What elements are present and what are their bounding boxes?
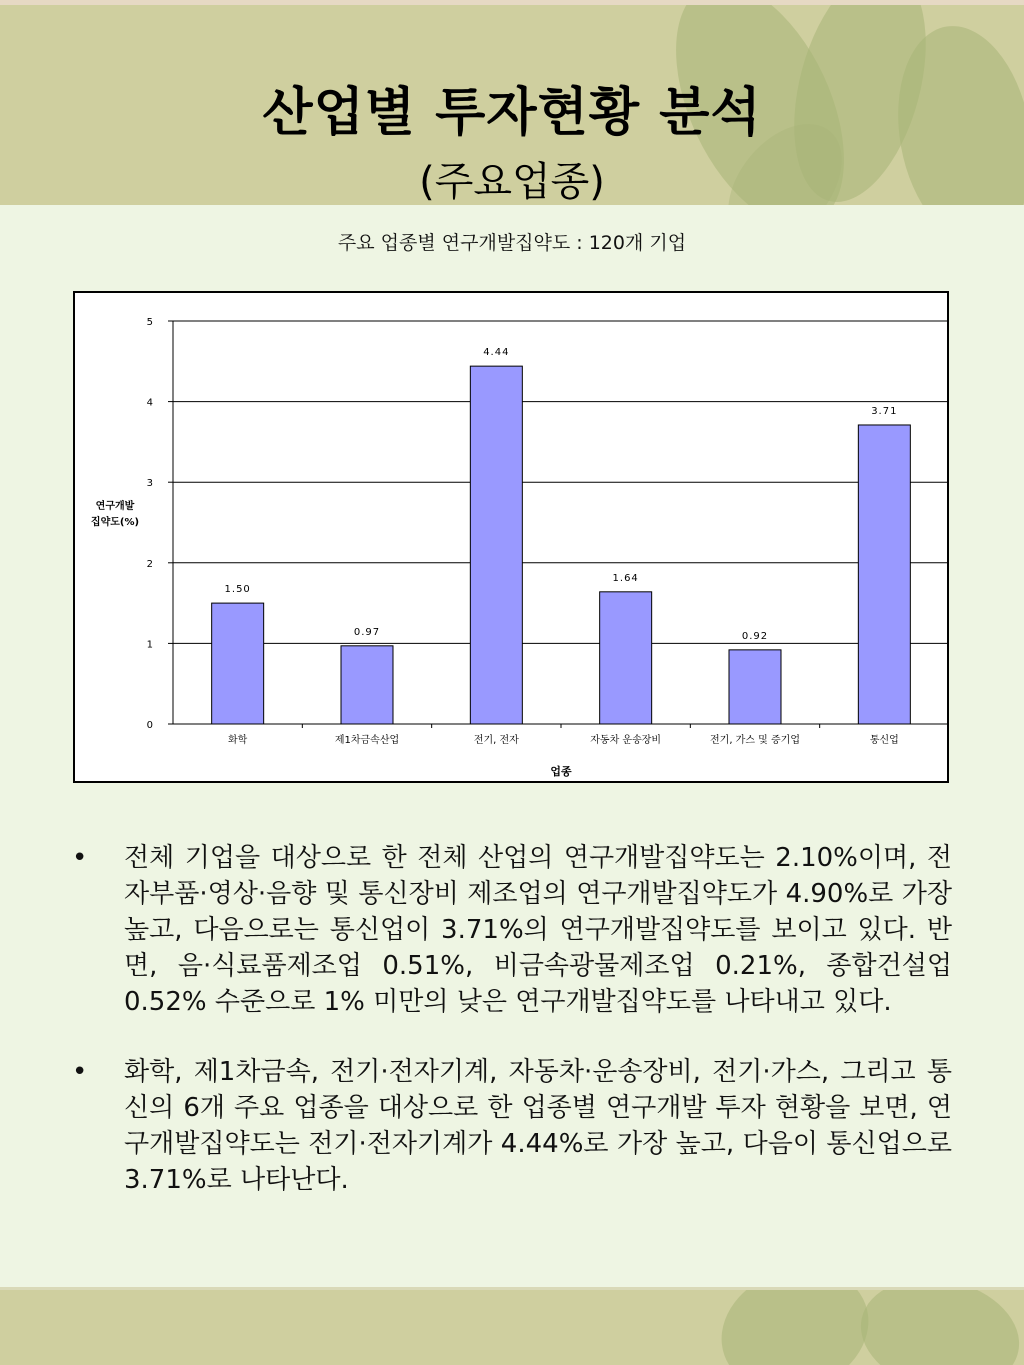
bar-data-label: 1.50: [224, 584, 251, 596]
y-tick-label: 2: [146, 558, 153, 570]
y-tick-label: 3: [146, 478, 153, 490]
page-subtitle: (주요업종): [419, 159, 605, 205]
bar: [858, 425, 910, 724]
bar-data-label: 0.92: [741, 630, 769, 642]
bullet-marker: •: [72, 843, 88, 873]
y-tick-label: 5: [146, 317, 153, 328]
chart-caption: 주요 업종별 연구개발집약도 : 120개 기업: [337, 232, 687, 254]
bar-data-label: 1.64: [612, 572, 639, 584]
leaf-decoration: [704, 1287, 886, 1365]
bullet-text: 전체 기업을 대상으로 한 전체 산업의 연구개발집약도는 2.10%이며, 전자부품·영상·음향 및 통신장비 제조업의 연구개발집약도가 4.90%로 가장 높고, 다음으로는 통신업이 3.71%의 연구개발집약도를 보이고 있다. 반면, 음·식료품제조업 0.51%, 비금속광물제조업 0.21%, 종합건설업 0.52% 수준으로 1% 미만의 낮은 연구개발집약도를 나타내고 있다.: [124, 843, 952, 1017]
y-tick-label: 1: [146, 639, 153, 651]
y-axis-label: 연구개발: [95, 501, 135, 512]
y-axis-label: 집약도(%): [90, 517, 140, 528]
x-axis-label: 업종: [550, 765, 572, 778]
bar: [341, 646, 393, 724]
bullet-list: [72, 840, 952, 1232]
bullet-marker: •: [72, 1057, 88, 1087]
bullet-item: [72, 840, 952, 1020]
bullet-text: 화학, 제1차금속, 전기·전자기계, 자동차·운송장비, 전기·가스, 그리고 통신의 6개 주요 업종을 대상으로 한 업종별 연구개발 투자 현황을 보면, 연구개발집약도는 전기·전자기계가 4.44%로 가장 높고, 다음이 통신업으로 3.71%로 나타난다.: [124, 1057, 952, 1195]
page-title: 산업별 투자현황 분석: [262, 83, 762, 143]
chart-frame: [73, 291, 949, 783]
bar-chart: [73, 291, 949, 783]
x-tick-label: 화학: [228, 735, 248, 746]
bullet-item: [72, 1054, 952, 1198]
bar: [212, 603, 264, 724]
x-tick-label: 전기, 가스 및 증기업: [710, 735, 800, 746]
bar: [470, 366, 522, 724]
footer-band: [0, 1287, 1024, 1365]
plot-area: [173, 321, 948, 724]
bar: [729, 650, 781, 724]
bar: [600, 592, 652, 724]
x-tick-label: 제1차금속산업: [334, 735, 400, 746]
bar-data-label: 0.97: [353, 626, 381, 638]
x-tick-label: 자동차 운송장비: [590, 735, 662, 746]
y-tick-label: 4: [146, 397, 153, 409]
y-tick-label: 0: [146, 720, 153, 731]
leaf-decoration: [850, 1287, 1024, 1365]
x-tick-label: 전기, 전자: [473, 735, 519, 746]
bar-data-label: 3.71: [871, 405, 898, 417]
bar-data-label: 4.44: [483, 347, 510, 359]
x-tick-label: 통신업: [869, 735, 899, 746]
